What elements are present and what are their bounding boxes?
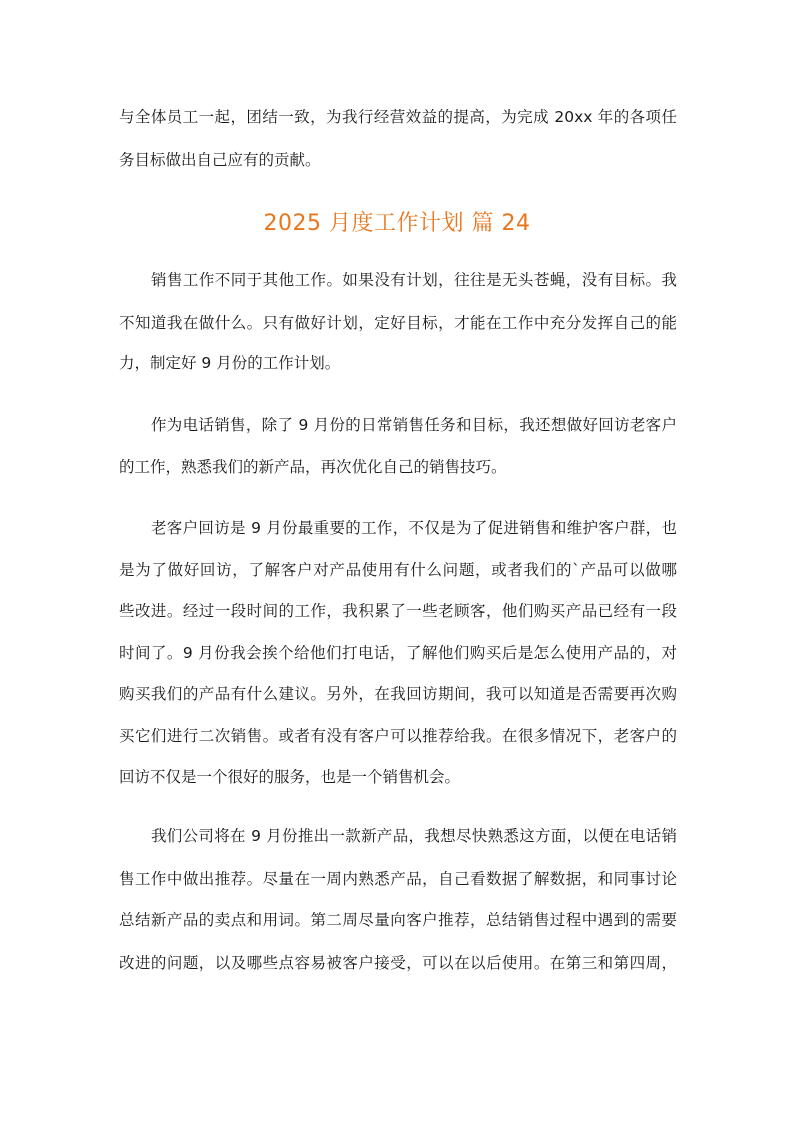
body-paragraph (119, 273, 677, 372)
text-line: 改进的问题，以及哪些点容易被客户接受，可以在以后使用。在第三和第四周， (119, 954, 677, 972)
text-line: 是为了做好回访，了解客户对产品使用有什么问题，或者我们的`产品可以做哪 (119, 561, 677, 579)
body-paragraph (119, 418, 677, 476)
text-line: 与全体员工一起，团结一致，为我行经营效益的提高，为完成 20xx 年的各项任 (119, 108, 677, 126)
text-line: 的工作，熟悉我们的新产品，再次优化自己的销售技巧。 (119, 458, 507, 476)
text-line: 不知道我在做什么。只有做好计划，定好目标，才能在工作中充分发挥自己的能 (119, 314, 677, 332)
text-line: 购买我们的产品有什么建议。另外，在我回访期间，我可以知道是否需要再次购 (119, 685, 677, 703)
intro-paragraph (119, 110, 677, 169)
text-line: 老客户回访是 9 月份最重要的工作，不仅是为了促进销售和维护客户群，也 (151, 519, 677, 537)
text-line: 力，制定好 9 月份的工作计划。 (119, 354, 341, 372)
text-line: 作为电话销售，除了 9 月份的日常销售任务和目标，我还想做好回访老客户 (151, 416, 677, 434)
text-line: 些改进。经过一段时间的工作，我积累了一些老顾客，他们购买产品已经有一段 (119, 602, 677, 620)
section-title: 2025 月度工作计划 篇 24 (263, 211, 531, 236)
text-line: 务目标做出自己应有的贡献。 (119, 151, 321, 169)
text-line: 回访不仅是一个很好的服务，也是一个销售机会。 (119, 768, 461, 786)
text-line: 时间了。9 月份我会挨个给他们打电话，了解他们购买后是怎么使用产品的，对 (119, 644, 677, 662)
text-line: 销售工作不同于其他工作。如果没有计划，往往是无头苍蝇，没有目标。我 (151, 271, 677, 289)
body-paragraph (119, 829, 677, 972)
text-line: 总结新产品的卖点和用词。第二周尽量向客户推荐，总结销售过程中遇到的需要 (119, 911, 677, 929)
text-line: 我们公司将在 9 月份推出一款新产品，我想尽快熟悉这方面，以便在电话销 (151, 827, 677, 845)
text-line: 买它们进行二次销售。或者有没有客户可以推荐给我。在很多情况下，老客户的 (119, 727, 677, 745)
text-line: 售工作中做出推荐。尽量在一周内熟悉产品，自己看数据了解数据，和同事讨论 (119, 870, 677, 888)
body-paragraph (119, 521, 677, 786)
